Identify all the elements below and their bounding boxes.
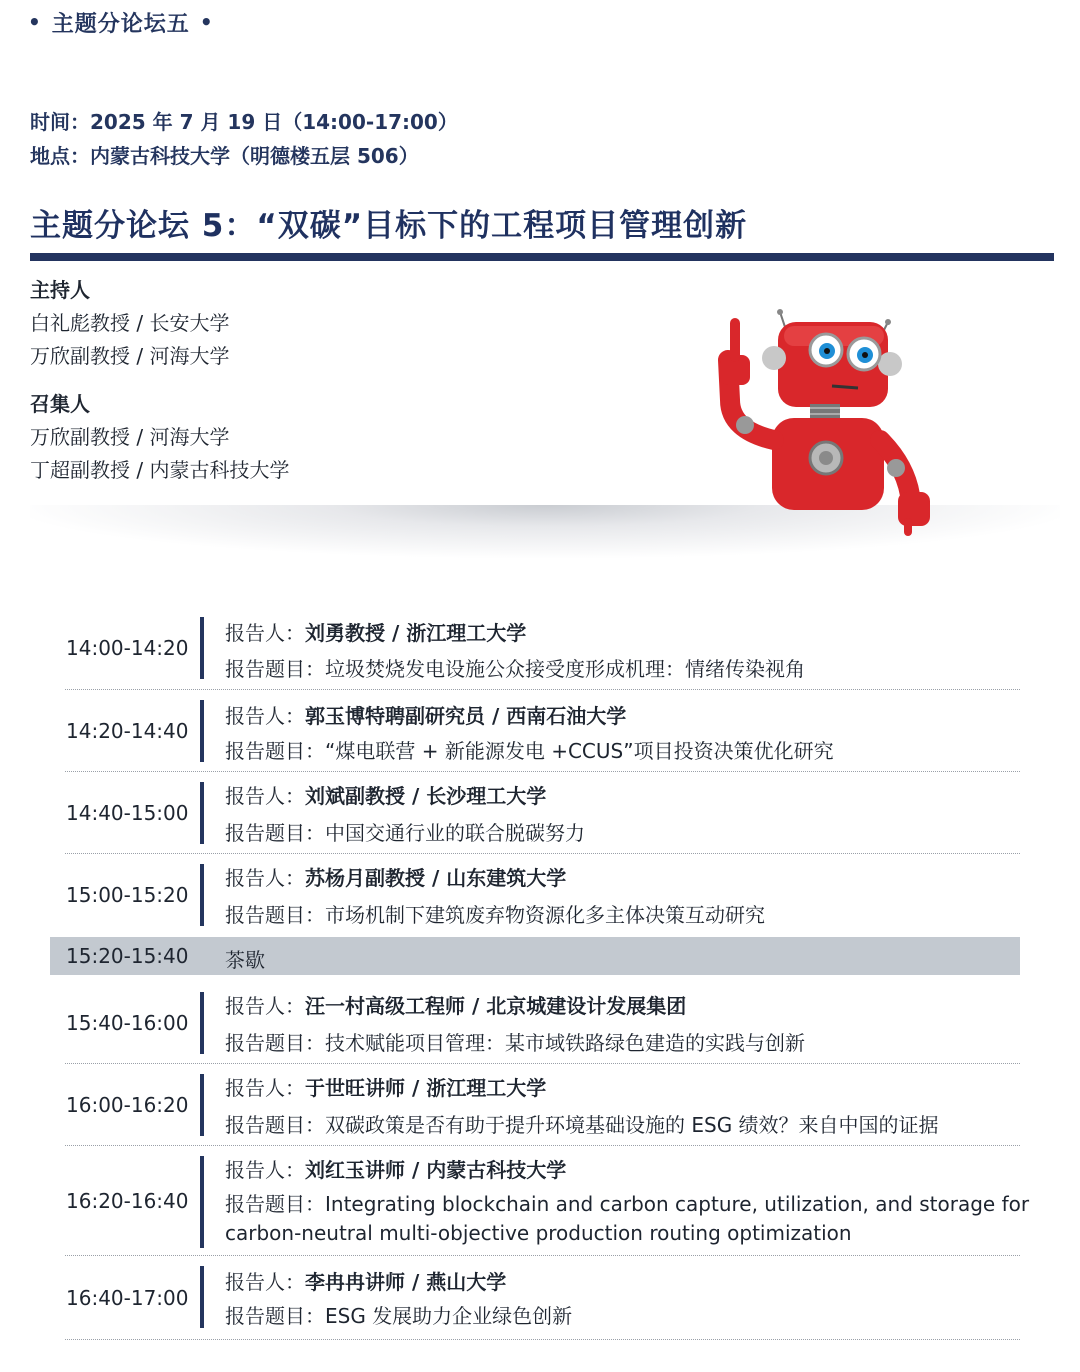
convener-person: 万欣副教授 / 河海大学 — [30, 425, 230, 449]
place-info: 地点：内蒙古科技大学（明德楼五层 506） — [30, 144, 419, 168]
row-time: 14:40-15:00 — [66, 801, 189, 825]
convener-person: 丁超副教授 / 内蒙古科技大学 — [30, 458, 290, 482]
host-person: 白礼彪教授 / 长安大学 — [30, 311, 230, 335]
topic-line — [225, 1300, 572, 1329]
speaker-label: 报告人： — [225, 1158, 305, 1182]
speaker-line — [225, 617, 526, 646]
speaker-name: 刘红玉讲师 / 内蒙古科技大学 — [305, 1158, 567, 1182]
schedule-row — [50, 1146, 1030, 1256]
row-time: 14:00-14:20 — [66, 635, 189, 660]
topic-label: 报告题目： — [225, 1113, 325, 1137]
bullet-dot: • — [199, 10, 214, 34]
time-info: 时间：2025 年 7 月 19 日（14:00-17:00） — [30, 110, 458, 134]
robot-illustration — [700, 300, 950, 540]
forum-title: 主题分论坛 5：“双碳”目标下的工程项目管理创新 — [30, 208, 748, 244]
topic-label: 报告题目： — [225, 903, 325, 927]
row-divider — [65, 1339, 1020, 1340]
topic-text: 垃圾焚烧发电设施公众接受度形成机理：情绪传染视角 — [325, 657, 805, 681]
topic-label: 报告题目： — [225, 1304, 325, 1328]
topic-text: “煤电联营 + 新能源发电 +CCUS”项目投资决策优化研究 — [325, 739, 834, 763]
speaker-line — [225, 780, 546, 809]
speaker-line — [225, 700, 626, 729]
topic-text: 双碳政策是否有助于提升环境基础设施的 ESG 绩效？来自中国的证据 — [325, 1113, 939, 1137]
row-time: 15:20-15:40 — [66, 944, 189, 968]
topic-text: Integrating blockchain and carbon capture, utilization, and storage for — [325, 1192, 1030, 1216]
topic-text: 市场机制下建筑废弃物资源化多主体决策互动研究 — [325, 903, 765, 927]
topic-label: 报告题目： — [225, 821, 325, 845]
speaker-line — [225, 862, 566, 891]
speaker-name: 苏杨月副教授 / 山东建筑大学 — [305, 866, 567, 890]
row-accent-bar — [200, 700, 204, 762]
row-time: 16:00-16:20 — [66, 1093, 189, 1117]
row-time: 14:20-14:40 — [66, 719, 189, 743]
speaker-line — [225, 1154, 566, 1183]
schedule-row — [50, 690, 1020, 772]
schedule-row — [50, 605, 1020, 690]
topic-label: 报告题目： — [225, 657, 325, 681]
topic-text: 技术赋能项目管理：某市域铁路绿色建造的实践与创新 — [325, 1031, 805, 1055]
hosts-heading: 主持人 — [30, 278, 90, 302]
forum-tag-label: 主题分论坛五 — [51, 11, 190, 37]
bullet-dot: • — [28, 10, 42, 34]
speaker-name: 刘勇教授 / 浙江理工大学 — [305, 621, 527, 645]
schedule-row — [50, 854, 1020, 936]
row-time: 15:40-16:00 — [66, 1011, 189, 1035]
row-accent-bar — [200, 1156, 204, 1248]
topic-label: 报告题目： — [225, 739, 325, 763]
speaker-label: 报告人： — [225, 866, 305, 890]
forum-tag — [28, 6, 214, 38]
topic-line-continued: carbon-neutral multi-objective production routing optimization — [225, 1221, 852, 1245]
topic-label: 报告题目： — [225, 1031, 325, 1055]
topic-line — [225, 817, 585, 846]
schedule-row — [50, 772, 1020, 854]
row-accent-bar — [200, 782, 204, 844]
speaker-name: 刘斌副教授 / 长沙理工大学 — [305, 784, 547, 808]
speaker-line — [225, 990, 686, 1019]
speaker-line — [225, 1072, 546, 1101]
topic-line — [225, 1109, 939, 1138]
schedule-row — [50, 1256, 1020, 1340]
speaker-line — [225, 1266, 506, 1295]
speaker-label: 报告人： — [225, 994, 305, 1018]
speaker-label: 报告人： — [225, 1076, 305, 1100]
speaker-label: 报告人： — [225, 704, 305, 728]
topic-line — [225, 1027, 805, 1056]
speaker-name: 李冉冉讲师 / 燕山大学 — [305, 1270, 507, 1294]
speaker-name: 汪一村高级工程师 / 北京城建设计发展集团 — [305, 994, 687, 1018]
row-accent-bar — [200, 992, 204, 1054]
speaker-label: 报告人： — [225, 784, 305, 808]
break-row — [50, 937, 1020, 975]
host-person: 万欣副教授 / 河海大学 — [30, 344, 230, 368]
speaker-name: 郭玉博特聘副研究员 / 西南石油大学 — [305, 704, 627, 728]
row-accent-bar — [200, 864, 204, 926]
speaker-label: 报告人： — [225, 1270, 305, 1294]
topic-line — [225, 1188, 1029, 1217]
row-accent-bar — [200, 1266, 204, 1328]
speaker-label: 报告人： — [225, 621, 305, 645]
schedule-row — [50, 982, 1020, 1064]
speaker-name: 于世旺讲师 / 浙江理工大学 — [305, 1076, 547, 1100]
topic-line — [225, 899, 765, 928]
topic-line — [225, 653, 805, 682]
topic-text: 中国交通行业的联合脱碳努力 — [325, 821, 585, 845]
break-label: 茶歇 — [225, 948, 265, 972]
row-time: 15:00-15:20 — [66, 883, 189, 907]
row-accent-bar — [200, 617, 204, 679]
row-accent-bar — [200, 1074, 204, 1136]
title-rule — [30, 253, 1054, 261]
topic-text: ESG 发展助力企业绿色创新 — [325, 1304, 573, 1328]
row-time: 16:20-16:40 — [66, 1189, 189, 1213]
row-time: 16:40-17:00 — [66, 1286, 189, 1310]
conveners-heading: 召集人 — [30, 392, 90, 416]
schedule-row — [50, 1064, 1020, 1146]
topic-line — [225, 735, 834, 764]
topic-label: 报告题目： — [225, 1192, 325, 1216]
